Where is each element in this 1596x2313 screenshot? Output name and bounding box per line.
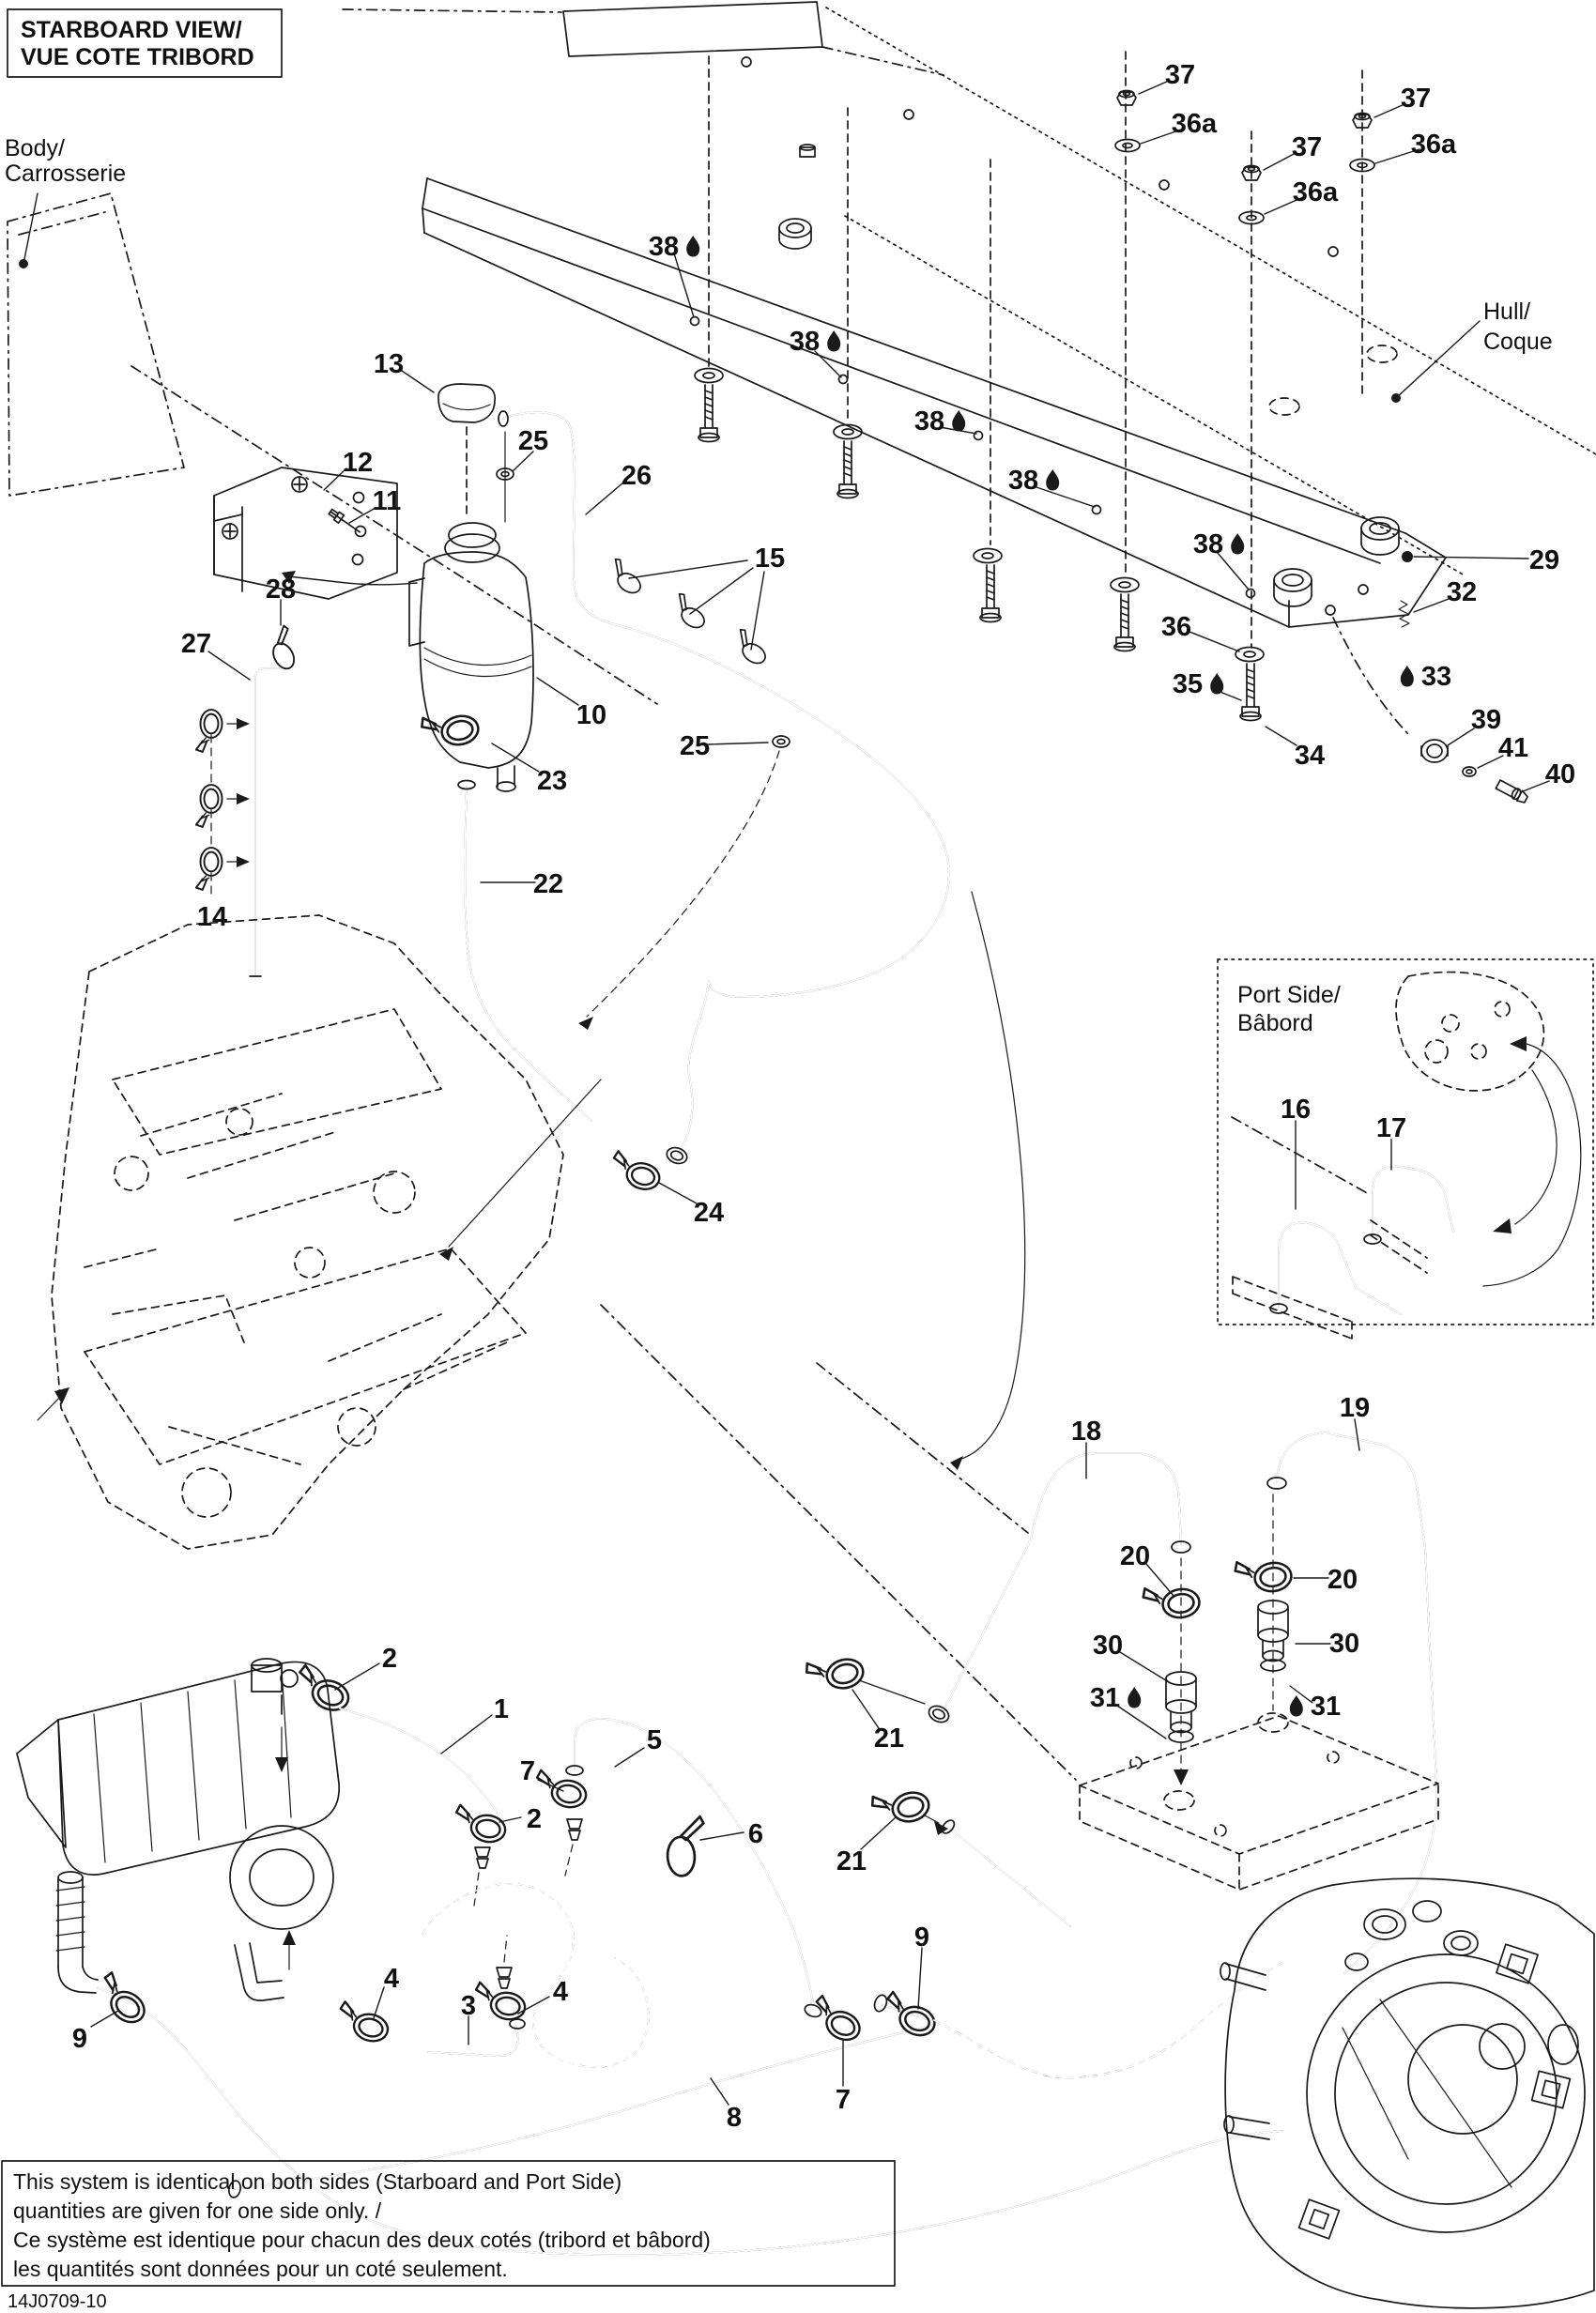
oil-drop-icon xyxy=(1290,1695,1303,1717)
callout-number-17: 17 xyxy=(1375,1113,1407,1143)
title-line-2: VUE COTE TRIBORD xyxy=(21,44,254,70)
callout-30 xyxy=(1296,1629,1359,1659)
callout-7 xyxy=(520,1756,563,1791)
callout-30 xyxy=(1093,1631,1169,1682)
callout-number-2: 2 xyxy=(526,1804,543,1834)
callout-number-33: 33 xyxy=(1420,662,1452,692)
callout-number-38: 38 xyxy=(648,232,680,262)
callout-number-2: 2 xyxy=(381,1644,398,1674)
callout-number-36a: 36a xyxy=(1171,109,1218,139)
port-side-label xyxy=(1237,982,1341,1036)
callout-38 xyxy=(790,327,841,377)
note-line-4: les quantités sont données pour un coté seulement. xyxy=(13,2257,508,2281)
callout-28 xyxy=(266,574,296,625)
callout-number-8: 8 xyxy=(726,2103,743,2133)
callout-27 xyxy=(181,629,250,680)
callout-number-9: 9 xyxy=(913,1922,930,1953)
callout-number-36: 36 xyxy=(1160,612,1192,642)
callout-number-38: 38 xyxy=(913,406,945,437)
callout-number-23: 23 xyxy=(536,766,568,796)
engine-leaders xyxy=(38,1080,1076,1780)
callout-number-36a: 36a xyxy=(1292,177,1339,207)
callout-36a xyxy=(1141,109,1218,144)
callout-number-37: 37 xyxy=(1164,60,1196,90)
transfer-hoses xyxy=(805,1363,1438,1973)
callout-16 xyxy=(1281,1095,1311,1209)
callout-20 xyxy=(1294,1565,1358,1595)
note-line-2: quantities are given for one side only. / xyxy=(13,2198,382,2223)
callout-number-40: 40 xyxy=(1544,759,1576,789)
callout-36a xyxy=(1375,130,1457,163)
callout-number-38: 38 xyxy=(789,327,821,357)
title-line-1: STARBOARD VIEW/ xyxy=(21,17,242,43)
callout-6 xyxy=(700,1819,763,1849)
callout-number-21: 21 xyxy=(873,1723,905,1754)
callout-37 xyxy=(1374,84,1431,117)
port-side-label-line2: Bâbord xyxy=(1237,1010,1313,1036)
callout-32 xyxy=(1414,577,1477,612)
callout-number-37: 37 xyxy=(1291,132,1323,162)
callout-number-29: 29 xyxy=(1528,545,1560,575)
oil-drop-icon xyxy=(1046,469,1059,491)
callout-number-28: 28 xyxy=(265,574,297,605)
callout-number-36a: 36a xyxy=(1410,130,1457,160)
oil-drop-icon xyxy=(686,236,699,257)
callout-8 xyxy=(711,2078,742,2133)
callout-number-34: 34 xyxy=(1294,741,1326,771)
callout-18 xyxy=(1071,1417,1101,1478)
callout-3 xyxy=(461,1991,476,2045)
hull-label-line2: Coque xyxy=(1483,329,1553,355)
callout-9 xyxy=(914,1922,929,2009)
callout-number-1: 1 xyxy=(493,1694,510,1724)
callout-number-5: 5 xyxy=(646,1725,663,1755)
callout-number-11: 11 xyxy=(372,486,402,516)
body-label-line1: Body/ xyxy=(5,135,65,161)
oil-drop-icon xyxy=(952,410,965,432)
note-box xyxy=(2,2161,895,2286)
callout-number-6: 6 xyxy=(747,1819,764,1849)
hull-label-line1: Hull/ xyxy=(1483,299,1531,325)
callout-7 xyxy=(836,2039,851,2115)
callout-number-16: 16 xyxy=(1280,1095,1312,1125)
callout-number-27: 27 xyxy=(180,629,212,659)
callout-number-4: 4 xyxy=(552,1977,569,2007)
callout-12 xyxy=(324,448,373,490)
callout-15 xyxy=(629,544,785,650)
note-line-3: Ce système est identique pour chacun des deux cotés (tribord et bâbord) xyxy=(13,2228,711,2252)
callout-number-20: 20 xyxy=(1119,1541,1151,1571)
callout-number-35: 35 xyxy=(1172,669,1204,699)
callout-38 xyxy=(1008,466,1095,507)
callout-number-19: 19 xyxy=(1339,1393,1371,1423)
callout-number-9: 9 xyxy=(71,2024,88,2054)
oil-drop-icon xyxy=(827,330,840,352)
oil-drop-icon xyxy=(1231,533,1244,555)
oil-drop-icon xyxy=(1210,673,1223,695)
oil-drop-icon xyxy=(1128,1687,1141,1708)
callout-24 xyxy=(659,1183,724,1228)
coolant-tank-assembly xyxy=(196,384,1025,1470)
callout-1 xyxy=(441,1694,509,1754)
body-label-line2: Carrosserie xyxy=(5,161,127,187)
callout-number-14: 14 xyxy=(196,902,228,932)
callout-2 xyxy=(335,1644,397,1690)
callout-number-10: 10 xyxy=(575,700,607,730)
title-box xyxy=(8,9,282,77)
callout-25 xyxy=(513,426,548,471)
callout-number-21: 21 xyxy=(836,1846,867,1876)
callout-number-25: 25 xyxy=(679,731,711,761)
callout-number-37: 37 xyxy=(1400,84,1432,114)
callout-21 xyxy=(852,1690,904,1754)
callout-layer xyxy=(72,60,1575,2133)
callout-number-12: 12 xyxy=(342,448,374,478)
callout-number-4: 4 xyxy=(383,1964,400,1994)
callout-38 xyxy=(1193,529,1249,590)
callout-5 xyxy=(615,1725,662,1767)
callout-number-32: 32 xyxy=(1446,577,1478,607)
callout-34 xyxy=(1266,727,1325,771)
doc-number: 14J0709-10 xyxy=(8,2291,107,2312)
callout-number-26: 26 xyxy=(621,461,652,491)
callout-number-41: 41 xyxy=(1497,733,1529,763)
callout-17 xyxy=(1376,1113,1406,1170)
callout-number-7: 7 xyxy=(835,2085,852,2115)
callout-number-7: 7 xyxy=(519,1756,536,1786)
oil-drop-icon xyxy=(1401,666,1414,687)
port-side-label-line1: Port Side/ xyxy=(1237,982,1341,1008)
callout-40 xyxy=(1523,759,1575,791)
callout-9 xyxy=(72,2011,118,2054)
callout-29 xyxy=(1414,545,1559,575)
callout-33 xyxy=(1401,662,1451,692)
callout-31 xyxy=(1090,1683,1166,1739)
callout-11 xyxy=(349,486,401,523)
callout-number-13: 13 xyxy=(373,349,405,379)
callout-number-38: 38 xyxy=(1007,466,1039,496)
callout-number-31: 31 xyxy=(1089,1683,1121,1713)
callout-35 xyxy=(1173,669,1241,700)
callout-25 xyxy=(680,731,768,761)
tank-cap xyxy=(438,384,495,422)
engine-ghost xyxy=(52,915,563,1549)
callout-36 xyxy=(1161,612,1239,651)
callout-number-3: 3 xyxy=(460,1991,477,2021)
note-line-1: This system is identical on both sides (Starboard and Port Side) xyxy=(13,2169,622,2194)
callout-37 xyxy=(1139,60,1195,94)
jet-pump-housing xyxy=(1220,1878,1594,2308)
engine-outlet-fitting xyxy=(252,1659,298,1714)
port-engine-stub xyxy=(1396,973,1543,1091)
callout-number-24: 24 xyxy=(693,1198,725,1228)
callout-10 xyxy=(537,678,606,730)
callout-number-20: 20 xyxy=(1327,1565,1358,1595)
callout-41 xyxy=(1478,733,1528,768)
callout-39 xyxy=(1448,705,1501,745)
callout-number-15: 15 xyxy=(754,544,786,574)
callout-22 xyxy=(481,869,563,899)
callout-number-18: 18 xyxy=(1070,1417,1102,1447)
callout-number-31: 31 xyxy=(1310,1692,1342,1722)
callout-31 xyxy=(1290,1686,1341,1722)
callout-number-25: 25 xyxy=(517,426,549,456)
body-label xyxy=(5,135,126,187)
callout-26 xyxy=(586,461,652,514)
hull-label xyxy=(1483,299,1553,355)
callout-14 xyxy=(197,902,227,932)
callout-21 xyxy=(836,1817,896,1876)
callout-number-38: 38 xyxy=(1192,529,1224,559)
callout-23 xyxy=(492,743,567,796)
callout-37 xyxy=(1264,132,1322,170)
callout-36a xyxy=(1265,177,1339,214)
callout-4 xyxy=(374,1964,399,2018)
callout-number-30: 30 xyxy=(1328,1629,1360,1659)
callout-13 xyxy=(374,349,434,392)
callout-20 xyxy=(1120,1541,1174,1596)
callout-number-39: 39 xyxy=(1470,705,1502,735)
callout-number-30: 30 xyxy=(1092,1631,1124,1661)
callout-number-22: 22 xyxy=(532,869,564,899)
body-panel xyxy=(8,193,657,704)
